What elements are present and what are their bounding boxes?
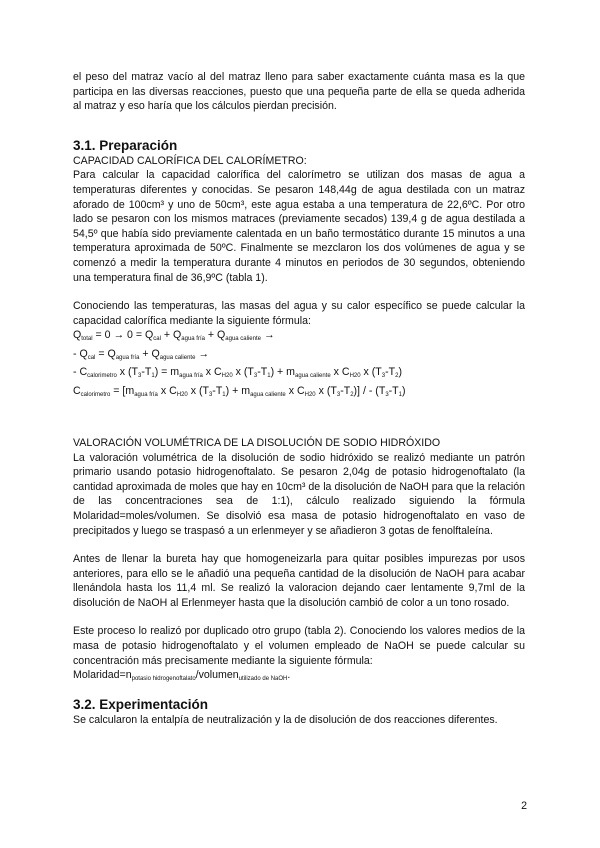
calorimeter-paragraph-1: Para calcular la capacidad calorífica del calorímetro se utilizan dos masas de agua a temperaturas diferentes y conocidas. Se pesaron 148,44g de agua destilada con un matraz aforado de 100cm³ y uno de 50cm³, este agua estaba a una temperatura de 22,6ºC. Por otro lado se pesaron con los mismos matraces (previamente secados) 139,4 g de agua destilada a 54,5º que había sido previamente calentada en un baño termostático durante 15 minutos a una temperatura aproximada de 50ºC. Finalmente se mezclaron los dos volúmenes de agua y se comenzó a medir la temperatura durante 4 minutos en periodos de 30 segundos, obteniendo una temperatura final de 36,9ºC (tabla 1).: [73, 169, 525, 284]
formula-molaridad: Molaridad=npotasio hidrogenoftalato/volumenutilizado de NaOH.: [73, 669, 291, 683]
section-3-2-title: 3.2. Experimentación: [73, 696, 209, 712]
titration-paragraph-3: Este proceso lo realizó por duplicado otro grupo (tabla 2). Conociendo los valores medios de la masa de potasio hidrogenoftalato y el volumen empleado de NaOH se puede calcular su concentración más precisamente mediante la siguiente fórmula:: [73, 625, 525, 667]
page-number: 2: [521, 800, 527, 812]
titration-paragraph-2: Antes de llenar la bureta hay que homogeneizarla para quitar posibles impurezas por usos anteriores, para ello se le añadió una pequeña cantidad de la disolución de NaOH para acabar llenándola hasta los 11,4 ml. Se realizó la valoracion dejando caer lentamente 9,7ml de la disolución de NaOH al Erlenmeyer hasta que la disolución cambió de color a un tono rosado.: [73, 553, 525, 609]
document-page: [73, 70, 525, 727]
section-3-1-title: 3.1. Preparación: [73, 137, 178, 153]
formula-line-3: - Ccalorimetro x (T3-T1) = magua fría x CH20 x (T3-T1) + magua caliente x CH20 x (T3-T2): [73, 366, 402, 380]
titration-paragraph-1: La valoración volumétrica de la disolución de sodio hidróxido se realizó mediante un patrón primario usando potasio hidrogenoftalato. Se pesaron 2,04g de potasio hidrogenoftalato (la cantidad aproximada de moles que hay en 10cm³ de la disolución de NaOH para que la relación de las concentraciones sea de 1:1), cálculo realizado siguiendo la fórmula Molaridad=moles/volumen. Se disolvió esa masa de potasio hidrogenoftalato en vaso de precipitados y luego se traspasó a un erlenmeyer y se añadieron 3 gotas de fenolftaleína.: [73, 451, 525, 537]
experimentation-paragraph: Se calcularon la entalpía de neutralización y la de disolución de dos reacciones diferentes.: [73, 713, 498, 726]
formula-line-4: Ccalorimetro = [magua fría x CH20 x (T3-T1) + magua caliente x CH20 x (T3-T2)] / - (T3-T1): [73, 384, 406, 398]
subheading-capacidad-calorifica: CAPACIDAD CALORÍFICA DEL CALORÍMETRO:: [73, 154, 307, 167]
formula-line-2: - Qcal = Qagua fría + Qagua caliente →: [73, 347, 209, 361]
calorimeter-paragraph-2: Conociendo las temperaturas, las masas del agua y su calor específico se puede calcular la capacidad calorífica mediante la siguiente fórmula:: [73, 300, 525, 327]
intro-paragraph: el peso del matraz vacío al del matraz lleno para saber exactamente cuánta masa es la que participa en las diversas reacciones, puesto que una pequeña parte de ella se queda adherida al matraz y eso haría que los cálculos pierdan precisión.: [73, 71, 525, 113]
subheading-valoracion: VALORACIÓN VOLUMÉTRICA DE LA DISOLUCIÓN DE SODIO HIDRÓXIDO: [73, 436, 441, 449]
formula-line-1: Qtotal = 0 → 0 = Qcal + Qagua fría + Qagua caliente →: [73, 329, 275, 343]
